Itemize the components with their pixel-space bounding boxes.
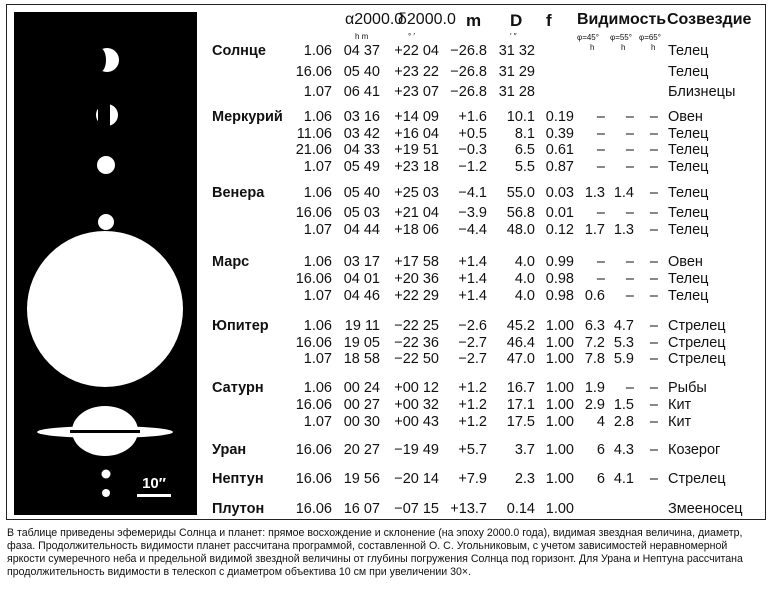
phase-cell: 0.98 (545, 271, 574, 287)
diameter-cell: 56.8 (506, 205, 535, 221)
visibility-65-cell: – (649, 442, 658, 458)
magnitude-cell: −2.6 (458, 318, 487, 334)
constellation-cell: Телец (668, 159, 709, 175)
ra-cell: 06 41 (343, 84, 380, 100)
diameter-cell: 10.1 (506, 109, 535, 125)
ra-cell: 00 30 (343, 414, 380, 430)
phase-cell: 0.98 (545, 288, 574, 304)
visibility-65-cell: – (649, 159, 658, 175)
visibility-45-cell: – (596, 109, 605, 125)
ra-cell: 05 40 (343, 64, 380, 80)
phase-cell: 0.39 (545, 126, 574, 142)
ra-cell: 05 03 (343, 205, 380, 221)
magnitude-cell: +7.9 (458, 471, 487, 487)
visibility-55-cell: 1.5 (613, 397, 634, 413)
visibility-65-cell: – (649, 397, 658, 413)
ra-cell: 03 16 (343, 109, 380, 125)
phase-cell: 0.03 (545, 185, 574, 201)
diameter-cell: 55.0 (506, 185, 535, 201)
diameter-cell: 31 28 (498, 84, 535, 100)
header-hour-55: h (621, 43, 626, 52)
ra-cell: 04 46 (343, 288, 380, 304)
visibility-65-cell: – (649, 471, 658, 487)
phase-cell: 0.87 (545, 159, 574, 175)
visibility-45-cell: – (596, 126, 605, 142)
constellation-cell: Телец (668, 142, 709, 158)
constellation-cell: Овен (668, 254, 703, 270)
diameter-cell: 45.2 (506, 318, 535, 334)
visibility-45-cell: – (596, 205, 605, 221)
constellation-cell: Телец (668, 185, 709, 201)
dec-cell: +23 07 (394, 84, 439, 100)
visibility-65-cell: – (649, 205, 658, 221)
dec-cell: −22 36 (394, 335, 439, 351)
body-name: Солнце (212, 43, 266, 59)
ra-cell: 04 37 (343, 43, 380, 59)
diameter-cell: 4.0 (514, 254, 535, 270)
phase-cell: 1.00 (545, 318, 574, 334)
body-name: Венера (212, 185, 265, 201)
visibility-65-cell: – (649, 414, 658, 430)
date-cell: 11.06 (296, 126, 332, 142)
body-name: Нептун (212, 471, 264, 487)
dec-cell: +17 58 (394, 254, 439, 270)
visibility-65-cell: – (649, 351, 658, 367)
body-name: Меркурий (212, 109, 283, 125)
dec-cell: +00 43 (394, 414, 439, 430)
constellation-cell: Стрелец (668, 471, 726, 487)
header-diam-units: ′ ″ (510, 32, 517, 41)
date-cell: 1.06 (303, 380, 332, 396)
dec-cell: −22 25 (394, 318, 439, 334)
phase-cell: 0.01 (545, 205, 574, 221)
ra-cell: 19 11 (344, 318, 380, 334)
phase-cell: 1.00 (545, 380, 574, 396)
visibility-65-cell: – (649, 142, 658, 158)
constellation-cell: Телец (668, 64, 709, 80)
header-diam: D (510, 11, 523, 30)
magnitude-cell: −4.1 (458, 185, 487, 201)
diameter-cell: 17.1 (506, 397, 535, 413)
magnitude-cell: −2.7 (458, 351, 487, 367)
visibility-45-cell: 7.8 (584, 351, 605, 367)
ra-cell: 03 17 (343, 254, 380, 270)
visibility-55-cell: 4.1 (613, 471, 634, 487)
constellation-cell: Телец (668, 126, 709, 142)
constellation-cell: Стрелец (668, 318, 726, 334)
date-cell: 16.06 (295, 442, 332, 458)
phase-cell: 1.00 (545, 414, 574, 430)
diameter-cell: 5.5 (514, 159, 535, 175)
header-dec-units: ° ′ (408, 32, 415, 41)
visibility-55-cell: 1.3 (613, 222, 634, 238)
phase-cell: 1.00 (545, 442, 574, 458)
visibility-65-cell: – (649, 288, 658, 304)
header-hour-65: h (651, 43, 656, 52)
dec-cell: −07 15 (394, 501, 439, 517)
visibility-65-cell: – (649, 271, 658, 287)
visibility-65-cell: – (649, 222, 658, 238)
ra-cell: 04 01 (343, 271, 380, 287)
dec-cell: +21 04 (394, 205, 439, 221)
visibility-65-cell: – (649, 126, 658, 142)
diameter-cell: 2.3 (514, 471, 535, 487)
diameter-cell: 31 29 (498, 64, 535, 80)
constellation-cell: Кит (668, 414, 692, 430)
dec-cell: +00 12 (394, 380, 439, 396)
constellation-cell: Телец (668, 205, 709, 221)
magnitude-cell: −4.4 (458, 222, 487, 238)
diameter-cell: 47.0 (506, 351, 535, 367)
body-name: Юпитер (212, 318, 269, 334)
dec-cell: −22 50 (394, 351, 439, 367)
table-row (0, 469, 772, 489)
diameter-cell: 6.5 (514, 142, 535, 158)
dec-cell: +19 51 (394, 142, 439, 158)
constellation-cell: Кит (668, 397, 692, 413)
body-name: Уран (212, 442, 247, 458)
magnitude-cell: −0.3 (458, 142, 487, 158)
visibility-45-cell: 6 (596, 471, 605, 487)
header-dec: δ2000.0 (398, 11, 456, 28)
visibility-45-cell: 6.3 (584, 318, 605, 334)
table-row (0, 41, 772, 61)
magnitude-cell: +1.6 (458, 109, 487, 125)
magnitude-cell: −26.8 (450, 43, 487, 59)
constellation-cell: Телец (668, 288, 709, 304)
ra-cell: 19 56 (343, 471, 380, 487)
phase-cell: 0.19 (545, 109, 574, 125)
visibility-45-cell: 1.9 (584, 380, 605, 396)
header-hour-45: h (590, 43, 595, 52)
date-cell: 1.07 (303, 414, 332, 430)
magnitude-cell: +1.2 (458, 397, 487, 413)
magnitude-cell: −26.8 (450, 84, 487, 100)
constellation-cell: Рыбы (668, 380, 707, 396)
magnitude-cell: +1.4 (458, 254, 487, 270)
header-phase: f (546, 11, 552, 30)
date-cell: 1.06 (303, 185, 332, 201)
magnitude-cell: +1.4 (458, 271, 487, 287)
date-cell: 1.06 (303, 318, 332, 334)
header-ra: α2000.0 (345, 11, 404, 28)
header-lat45: φ=45° (577, 33, 599, 42)
date-cell: 1.06 (303, 254, 332, 270)
table-row (0, 349, 772, 369)
constellation-cell: Стрелец (668, 351, 726, 367)
date-cell: 1.07 (303, 351, 332, 367)
visibility-65-cell: – (649, 185, 658, 201)
magnitude-cell: −3.9 (458, 205, 487, 221)
visibility-55-cell: – (625, 205, 634, 221)
table-row (0, 82, 772, 102)
dec-cell: +22 04 (394, 43, 439, 59)
diameter-cell: 3.7 (514, 442, 535, 458)
magnitude-cell: +13.7 (450, 501, 487, 517)
visibility-45-cell: – (596, 254, 605, 270)
visibility-65-cell: – (649, 254, 658, 270)
visibility-55-cell: 2.8 (613, 414, 634, 430)
constellation-cell: Телец (668, 43, 709, 59)
ra-cell: 19 05 (343, 335, 380, 351)
ra-cell: 18 58 (343, 351, 380, 367)
visibility-45-cell: – (596, 271, 605, 287)
ra-cell: 05 49 (343, 159, 380, 175)
body-name: Марс (212, 254, 250, 270)
magnitude-cell: −26.8 (450, 64, 487, 80)
visibility-45-cell: 0.6 (584, 288, 605, 304)
visibility-55-cell: – (625, 271, 634, 287)
date-cell: 1.06 (303, 43, 332, 59)
uranus-disk (102, 489, 110, 497)
visibility-55-cell: – (625, 159, 634, 175)
magnitude-cell: +1.4 (458, 288, 487, 304)
diameter-cell: 0.14 (506, 501, 535, 517)
date-cell: 16.06 (295, 501, 332, 517)
visibility-55-cell: – (625, 380, 634, 396)
ra-cell: 05 40 (343, 185, 380, 201)
table-row (0, 183, 772, 203)
visibility-65-cell: – (649, 109, 658, 125)
phase-cell: 1.00 (545, 471, 574, 487)
diameter-cell: 16.7 (506, 380, 535, 396)
constellation-cell: Телец (668, 271, 709, 287)
date-cell: 16.06 (295, 335, 332, 351)
visibility-45-cell: – (596, 142, 605, 158)
ra-cell: 03 42 (343, 126, 380, 142)
visibility-45-cell: 1.3 (584, 185, 605, 201)
phase-cell: 0.12 (545, 222, 574, 238)
visibility-65-cell: – (649, 380, 658, 396)
header-ra-units: h m (355, 32, 369, 41)
dec-cell: +20 36 (394, 271, 439, 287)
visibility-45-cell: – (596, 159, 605, 175)
date-cell: 1.07 (303, 222, 332, 238)
dec-cell: +14 09 (394, 109, 439, 125)
date-cell: 16.06 (295, 471, 332, 487)
magnitude-cell: +1.2 (458, 380, 487, 396)
phase-cell: 0.61 (545, 142, 574, 158)
header-lat55: φ=55° (610, 33, 632, 42)
ra-cell: 04 44 (343, 222, 380, 238)
ra-cell: 00 24 (343, 380, 380, 396)
table-row (0, 286, 772, 306)
date-cell: 16.06 (295, 397, 332, 413)
visibility-55-cell: 4.7 (613, 318, 634, 334)
visibility-55-cell: – (625, 142, 634, 158)
visibility-45-cell: 6 (596, 442, 605, 458)
caption: В таблице приведены эфемериды Солнца и планет: прямое восхождение и склонение (на эпоху 2000.0 года), видимая звездная величина, диаметр, фаза. Продолжительность видимости планет рассчитана программой, составленной О. С. Угольниковым, с учетом зависимостей неравномерной яркости сумеречного неба и предельной видимой звездной величины от глубины погружения Солнца под горизонт. Для Урана и Нептуна рассчитана продолжительность видимости в телескоп с диаметром объектива 10 см при увеличении 30×. (7, 527, 743, 578)
constellation-cell: Козерог (668, 442, 721, 458)
date-cell: 1.06 (303, 109, 332, 125)
visibility-55-cell: 4.3 (613, 442, 634, 458)
magnitude-cell: +0.5 (458, 126, 487, 142)
magnitude-cell: −2.7 (458, 335, 487, 351)
dec-cell: +23 18 (394, 159, 439, 175)
date-cell: 16.06 (295, 64, 332, 80)
diameter-cell: 46.4 (506, 335, 535, 351)
header-constellation: Созвездие (667, 11, 752, 28)
diameter-cell: 17.5 (506, 414, 535, 430)
header-lat65: φ=65° (639, 33, 661, 42)
scale-bar (137, 494, 171, 497)
diameter-cell: 4.0 (514, 288, 535, 304)
magnitude-cell: +1.2 (458, 414, 487, 430)
constellation-cell: Овен (668, 109, 703, 125)
ra-cell: 16 07 (343, 501, 380, 517)
dec-cell: +18 06 (394, 222, 439, 238)
phase-cell: 1.00 (545, 335, 574, 351)
date-cell: 21.06 (295, 142, 332, 158)
constellation-cell: Стрелец (668, 335, 726, 351)
visibility-65-cell: – (649, 318, 658, 334)
visibility-65-cell: – (649, 335, 658, 351)
dec-cell: −20 14 (394, 471, 439, 487)
visibility-55-cell: – (625, 126, 634, 142)
ra-cell: 04 33 (343, 142, 380, 158)
phase-cell: 0.99 (545, 254, 574, 270)
table-row (0, 499, 772, 519)
diameter-cell: 4.0 (514, 271, 535, 287)
visibility-55-cell: 1.4 (613, 185, 634, 201)
magnitude-cell: −1.2 (458, 159, 487, 175)
date-cell: 1.07 (303, 159, 332, 175)
dec-cell: +16 04 (394, 126, 439, 142)
date-cell: 1.07 (303, 84, 332, 100)
body-name: Сатурн (212, 380, 264, 396)
phase-cell: 1.00 (545, 351, 574, 367)
visibility-55-cell: – (625, 288, 634, 304)
diameter-cell: 8.1 (514, 126, 535, 142)
header-mag: m (466, 11, 482, 30)
date-cell: 16.06 (295, 271, 332, 287)
phase-cell: 1.00 (545, 501, 574, 517)
phase-cell: 1.00 (545, 397, 574, 413)
dec-cell: +22 29 (394, 288, 439, 304)
ra-cell: 00 27 (343, 397, 380, 413)
visibility-45-cell: 7.2 (584, 335, 605, 351)
body-name: Плутон (212, 501, 265, 517)
scale-label: 10″ (142, 475, 166, 492)
table-row (0, 220, 772, 240)
magnitude-cell: +5.7 (458, 442, 487, 458)
constellation-cell: Змееносец (668, 501, 743, 517)
table-row (0, 157, 772, 177)
visibility-55-cell: 5.3 (613, 335, 634, 351)
dec-cell: +00 32 (394, 397, 439, 413)
visibility-55-cell: 5.9 (613, 351, 634, 367)
diameter-cell: 31 32 (498, 43, 535, 59)
visibility-45-cell: 1.7 (584, 222, 605, 238)
constellation-cell: Близнецы (668, 84, 736, 100)
table-row (0, 440, 772, 460)
header-visibility: Видимость (577, 11, 667, 28)
diameter-cell: 48.0 (506, 222, 535, 238)
visibility-55-cell: – (625, 109, 634, 125)
visibility-45-cell: 4 (596, 414, 605, 430)
visibility-45-cell: 2.9 (584, 397, 605, 413)
table-row (0, 412, 772, 432)
date-cell: 16.06 (295, 205, 332, 221)
dec-cell: −19 49 (394, 442, 439, 458)
visibility-55-cell: – (625, 254, 634, 270)
dec-cell: +23 22 (394, 64, 439, 80)
ra-cell: 20 27 (343, 442, 380, 458)
table-row (0, 62, 772, 82)
dec-cell: +25 03 (394, 185, 439, 201)
date-cell: 1.07 (303, 288, 332, 304)
constellation-cell: Телец (668, 222, 709, 238)
